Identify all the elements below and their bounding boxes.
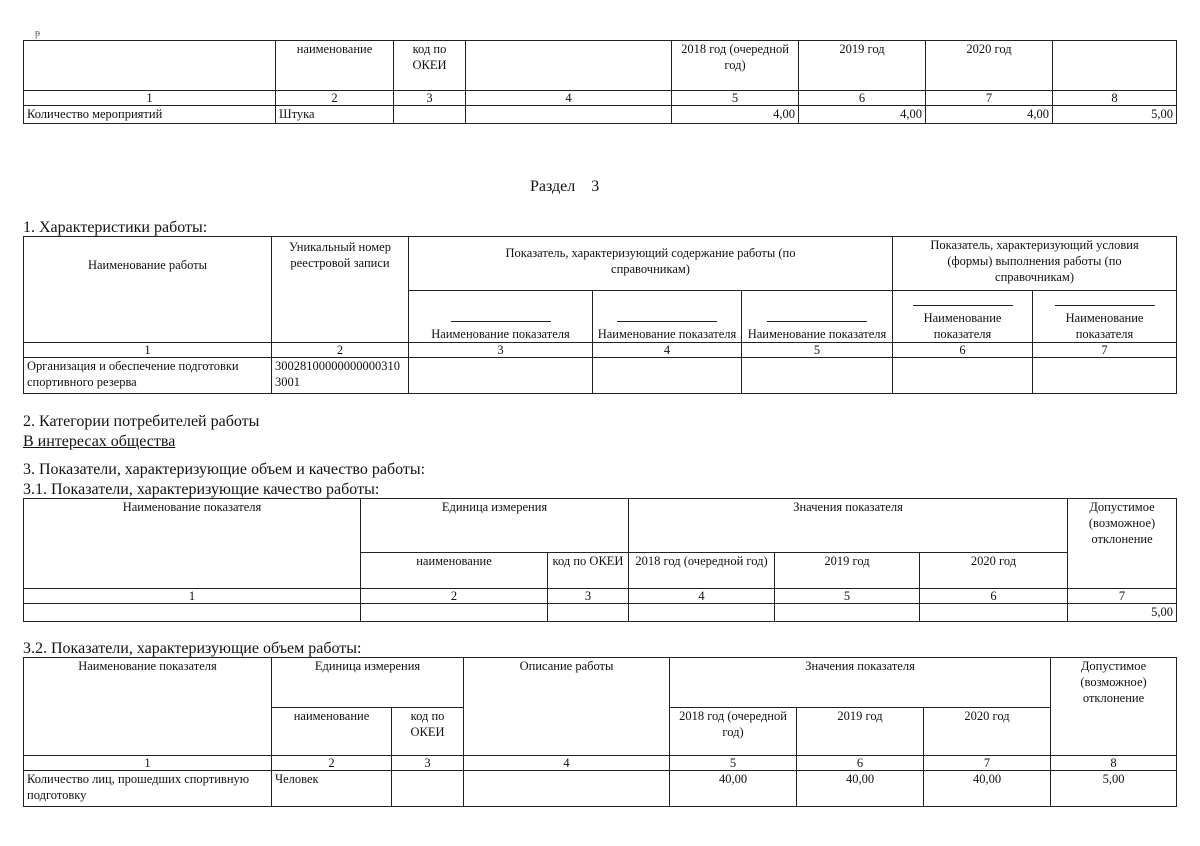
top-2018-header: 2018 год (очередной год) (672, 41, 799, 91)
col-number: 6 (797, 756, 924, 771)
unit-name-cell: Штука (276, 106, 394, 124)
quality-indicators-table (23, 498, 1177, 622)
work-name-header: Наименование работы (24, 237, 272, 343)
volume-values-header: Значения показателя (670, 658, 1051, 708)
section-label: Раздел (530, 178, 576, 195)
volume-name-cell: Количество лиц, прошедших спортивную подготовку (24, 771, 272, 807)
volume-name-header: Наименование показателя (24, 658, 272, 756)
quality-name-header: Наименование показателя (24, 499, 361, 589)
s2-title: 2. Категории потребителей работы (23, 413, 260, 430)
top-table-block (23, 28, 1176, 124)
quality-deviation-cell: 5,00 (1068, 604, 1177, 622)
volume-2018-cell: 40,00 (670, 771, 797, 807)
indicator-header-7 (1033, 291, 1177, 343)
quality-2019-cell (775, 604, 920, 622)
indicator-label: Наименование показателя (1065, 311, 1144, 341)
content-group-header: Показатель, характеризующий содержание работы (по справочникам) (409, 237, 893, 291)
quality-values-header: Значения показателя (629, 499, 1068, 553)
col-number: 5 (672, 91, 799, 106)
col-number: 1 (24, 343, 272, 358)
s3-title: 3. Показатели, характеризующие объем и качество работы: (23, 461, 426, 478)
quality-2019-header: 2019 год (775, 553, 920, 589)
value-2019-cell: 4,00 (799, 106, 926, 124)
blank-line (767, 321, 867, 322)
col-number: 4 (593, 343, 742, 358)
description-cell (466, 106, 672, 124)
indicator-label: Наименование показателя (597, 327, 737, 341)
indicator-header-5 (742, 291, 893, 343)
quality-2018-header: 2018 год (очередной год) (629, 553, 775, 589)
volume-unit-name-cell: Человек (272, 771, 392, 807)
quality-unit-code-header: код по ОКЕИ (548, 553, 629, 589)
volume-deviation-cell: 5,00 (1051, 771, 1177, 807)
content-indicator-cell (409, 358, 593, 394)
content-indicator-cell (593, 358, 742, 394)
col-number: 2 (276, 91, 394, 106)
conditions-group-header: Показатель, характеризующий условия (формы) выполнения работы (по справочникам) (893, 237, 1177, 291)
col-number: 1 (24, 589, 361, 604)
col-number: 3 (409, 343, 593, 358)
blank-line (913, 305, 1013, 306)
s32-table-block (23, 657, 1176, 807)
col-number: 2 (272, 343, 409, 358)
s31-table-block (23, 498, 1176, 622)
col-number: 5 (775, 589, 920, 604)
blank-line (451, 321, 551, 322)
indicator-label: Наименование показателя (747, 327, 887, 341)
work-name-cell: Организация и обеспечение подготовки спортивного резерва (24, 358, 272, 394)
table-row (24, 106, 1177, 124)
quality-unit-header: Единица измерения (361, 499, 629, 553)
col-number: 3 (392, 756, 464, 771)
col-number: 5 (742, 343, 893, 358)
col-number: 4 (629, 589, 775, 604)
col-number: 1 (24, 91, 276, 106)
col-number: 3 (394, 91, 466, 106)
top-blank-name (24, 41, 276, 91)
col-number: 3 (548, 589, 629, 604)
volume-2020-cell: 40,00 (924, 771, 1051, 807)
s1-number-row (24, 343, 1177, 358)
quality-deviation-header: Допустимое (возможное) отклонение (1068, 499, 1177, 589)
registry-header: Уникальный номер реестровой записи (272, 237, 409, 343)
s31-title: 3.1. Показатели, характеризующие качество работы: (23, 481, 380, 498)
col-number: 2 (361, 589, 548, 604)
blank-line (1055, 305, 1155, 306)
volume-description-cell (464, 771, 670, 807)
table-row (24, 358, 1177, 394)
col-number: 7 (1033, 343, 1177, 358)
content-indicator-cell (742, 358, 893, 394)
top-blank-deviation (1053, 41, 1177, 91)
table-row (24, 604, 1177, 622)
scan-mark: ᵽ (35, 28, 40, 39)
top-volume-table (23, 40, 1177, 124)
s31-number-row (24, 589, 1177, 604)
col-number: 5 (670, 756, 797, 771)
indicator-label: Наименование показателя (431, 327, 570, 341)
volume-unit-header: Единица измерения (272, 658, 464, 708)
indicator-header-4 (593, 291, 742, 343)
quality-unit-code-cell (548, 604, 629, 622)
top-2019-header: 2019 год (799, 41, 926, 91)
indicator-label: Наименование показателя (923, 311, 1002, 341)
indicator-header-6 (893, 291, 1033, 343)
volume-unit-code-cell (392, 771, 464, 807)
indicator-name-cell: Количество мероприятий (24, 106, 276, 124)
condition-indicator-cell (893, 358, 1033, 394)
col-number: 6 (799, 91, 926, 106)
col-number: 2 (272, 756, 392, 771)
volume-description-header: Описание работы (464, 658, 670, 756)
col-number: 6 (920, 589, 1068, 604)
indicator-header-3 (409, 291, 593, 343)
quality-unit-name-cell (361, 604, 548, 622)
volume-2018-header: 2018 год (очередной год) (670, 708, 797, 756)
col-number: 8 (1053, 91, 1177, 106)
col-number: 7 (924, 756, 1051, 771)
value-2020-cell: 4,00 (926, 106, 1053, 124)
volume-2019-header: 2019 год (797, 708, 924, 756)
condition-indicator-cell (1033, 358, 1177, 394)
volume-2020-header: 2020 год (924, 708, 1051, 756)
s1-table-block (23, 236, 1176, 394)
quality-2020-header: 2020 год (920, 553, 1068, 589)
unit-code-cell (394, 106, 466, 124)
top-unit-name-header: наименование (276, 41, 394, 91)
quality-2020-cell (920, 604, 1068, 622)
consumer-category-value: В интересах общества (23, 433, 176, 450)
s32-title: 3.2. Показатели, характеризующие объем работы: (23, 640, 362, 657)
volume-unit-code-header: код по ОКЕИ (392, 708, 464, 756)
blank-line (617, 321, 717, 322)
registry-number-cell: 300281000000000003103001 (272, 358, 409, 394)
section-number: 3 (591, 178, 600, 195)
volume-indicators-table (23, 657, 1177, 807)
quality-2018-cell (629, 604, 775, 622)
col-number: 4 (466, 91, 672, 106)
characteristics-table (23, 236, 1177, 394)
s32-number-row (24, 756, 1177, 771)
top-blank-description (466, 41, 672, 91)
table-row (24, 771, 1177, 807)
col-number: 4 (464, 756, 670, 771)
volume-2019-cell: 40,00 (797, 771, 924, 807)
volume-unit-name-header: наименование (272, 708, 392, 756)
quality-name-cell (24, 604, 361, 622)
section-title (530, 178, 599, 196)
col-number: 7 (1068, 589, 1177, 604)
col-number: 8 (1051, 756, 1177, 771)
s1-title: 1. Характеристики работы: (23, 219, 208, 236)
quality-unit-name-header: наименование (361, 553, 548, 589)
col-number: 1 (24, 756, 272, 771)
col-number: 7 (926, 91, 1053, 106)
value-2018-cell: 4,00 (672, 106, 799, 124)
deviation-cell: 5,00 (1053, 106, 1177, 124)
top-unit-code-header: код по ОКЕИ (394, 41, 466, 91)
volume-deviation-header: Допустимое (возможное) отклонение (1051, 658, 1177, 756)
top-2020-header: 2020 год (926, 41, 1053, 91)
col-number: 6 (893, 343, 1033, 358)
top-number-row (24, 91, 1177, 106)
